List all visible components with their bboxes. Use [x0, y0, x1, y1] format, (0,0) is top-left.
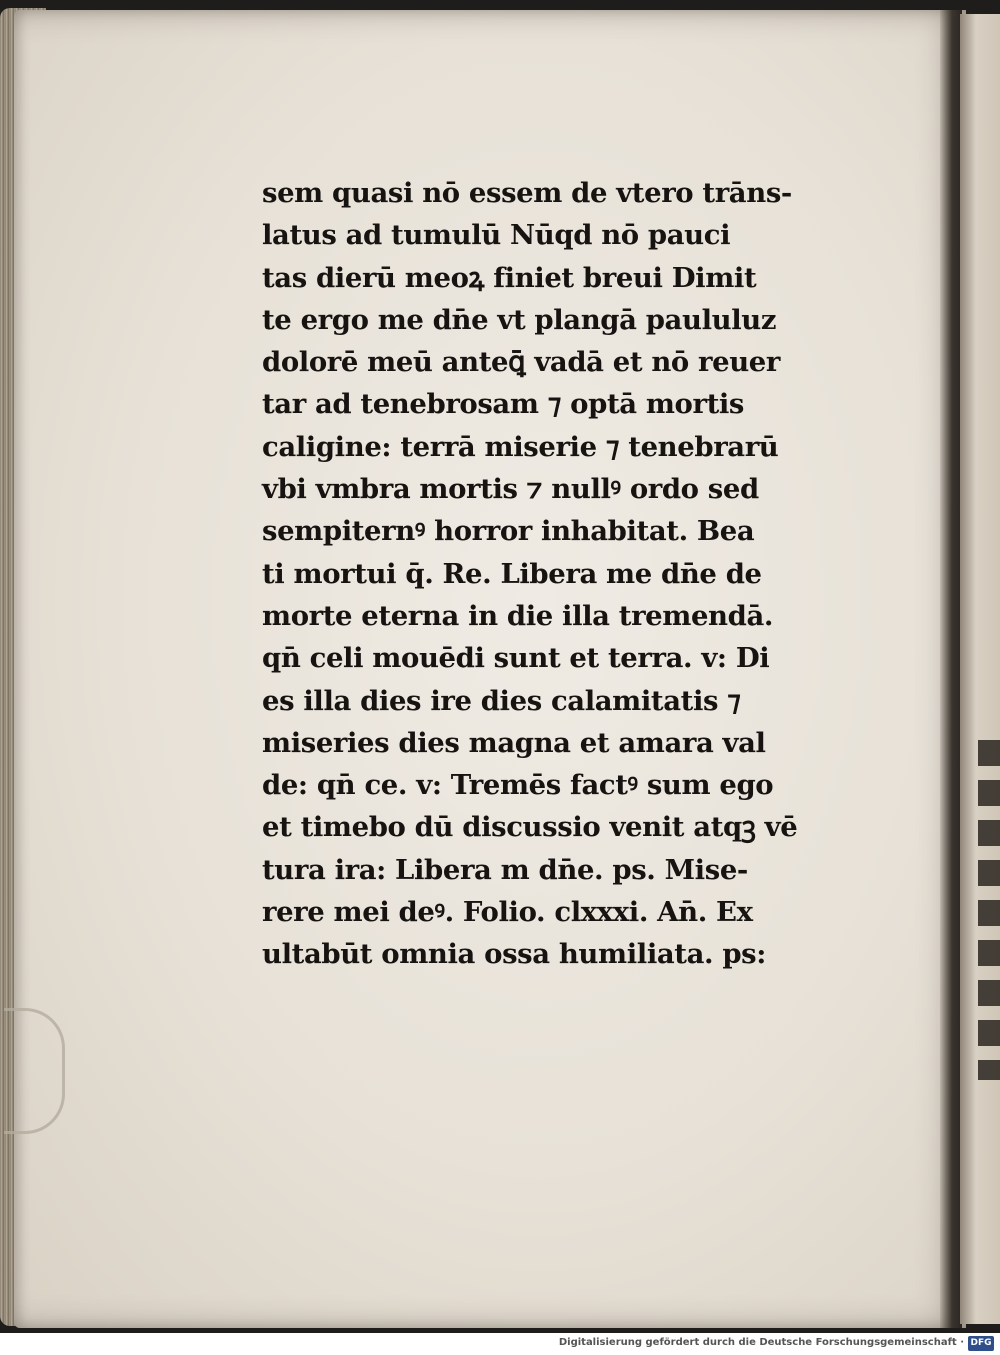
text-line: morte eterna in die illa tremendā. — [262, 599, 774, 632]
text-line: qn̄ celi mouēdi sunt et terra. v: Di — [262, 642, 770, 675]
book-gutter — [940, 10, 962, 1328]
text-line: tas dierū meoꝝ finiet breui Dimit — [262, 261, 757, 294]
dfg-logo: DFG — [968, 1336, 994, 1351]
text-line: rere mei deꝰ. Folio. clxxxi. An̄. Ex — [262, 896, 753, 929]
book-clasp-mark — [4, 1008, 65, 1134]
facing-page-edge — [960, 14, 1000, 1324]
text-line: sempiternꝰ horror inhabitat. Bea — [262, 515, 755, 548]
text-line: miseries dies magna et amara val — [262, 726, 766, 759]
text-line: latus ad tumulū Nūqd nō pauci — [262, 219, 731, 252]
text-line: et timebo dū discussio venit atqꝫ vē — [262, 811, 798, 844]
text-line: tura ira: Libera m dn̄e. ps. Mise- — [262, 853, 748, 886]
text-line: es illa dies ire dies calamitatis ⁊ — [262, 684, 741, 717]
text-line: te ergo me dn̄e vt plangā paululuz — [262, 303, 777, 336]
text-line: sem quasi nō essem de vtero trāns- — [262, 177, 792, 209]
printed-text-block — [262, 172, 884, 976]
text-line: ultabūt omnia ossa humiliata. ps: — [262, 938, 767, 971]
text-line: dolorē meū anteꝗ̄ vadā et nō reuer — [262, 346, 780, 379]
text-line: vbi vmbra mortis ⁊ nullꝰ ordo sed — [262, 473, 759, 506]
text-line: tar ad tenebrosam ⁊ optā mortis — [262, 388, 744, 421]
text-line: caligine: terrā miserie ⁊ tenebrarū — [262, 430, 779, 463]
footer-bar — [0, 1333, 1000, 1355]
facing-page-text-fragment — [978, 740, 1000, 1080]
text-line: de: qn̄ ce. v: Tremēs factꝰ sum ego — [262, 769, 774, 802]
funding-credit: Digitalisierung gefördert durch die Deutsche Forschungsgemeinschaft · — [558, 1337, 964, 1348]
text-line: ti mortui q̄. Re. Libera me dn̄e de — [262, 557, 762, 590]
